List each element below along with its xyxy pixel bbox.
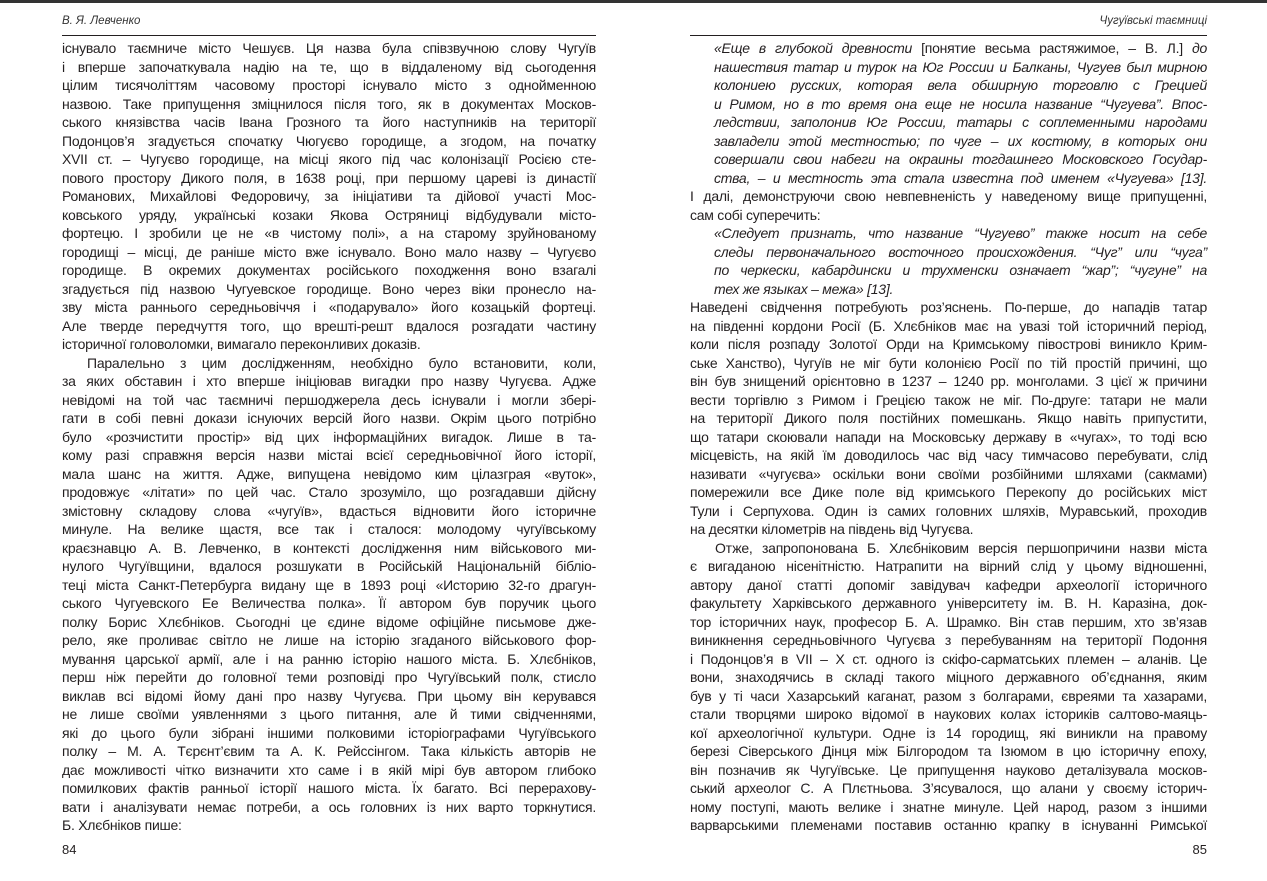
text-line: він був знищений орієнтовно в 1237 – 1240 рр. монголами. З цієї ж причини <box>690 373 1207 389</box>
running-head-title: Чугуївські таємниці <box>1099 15 1207 27</box>
text-line: XVII ст. – Чугуєво городище, на місці якого під час колонізації Росією сте- <box>62 151 596 167</box>
text-line: факультету Харківського державного університету ім. В. Н. Каразіна, док- <box>690 595 1207 611</box>
right-page-body <box>690 39 1207 835</box>
text-line: Подонцов’я згадується спочатку Чюгуєво городище, а згодом, на початку <box>62 132 596 149</box>
header-rule <box>62 35 596 36</box>
text-line: і вперше започаткувала надію на те, що в віддаленому від сьогодення <box>62 58 596 75</box>
text-line: кої археологічної культури. Одне із 14 городищ, які виникли на правому <box>690 724 1207 741</box>
text-line: полку – М. А. Тєрєнт’євим та А. К. Рейссінгом. Така кількість авторів не <box>62 743 596 759</box>
quote-line: ства, – и местность эта стала известна под именем «Чугуева» [13]. <box>714 169 1207 186</box>
text-line: дає можливості чітко визначити хто саме і в якій мірі був автором глибоко <box>62 761 596 778</box>
quote-segment: до <box>1182 40 1207 56</box>
text-line: Отже, запропонована Б. Хлєбніковим версія першопричини назви міста <box>715 539 1207 556</box>
text-line: рело, яке проливає світло не лише на історію згаданого військового фор- <box>62 632 596 648</box>
text-line: помилкових фактів ранньої історії нашого міста. Їх багато. Всі перерахову- <box>62 780 596 796</box>
text-line: ського князівства часів Івана Грозного та його наступників на території <box>62 114 596 130</box>
quote-line: завладели этой местностью; по чуге – их костюму, в которых они <box>714 132 1207 149</box>
left-page-body <box>62 39 596 835</box>
quote-line: тех же языках – межа» [13]. <box>714 280 894 297</box>
text-line: ське Ханство), Чугуїв не міг бути колонією Росії по тій простій причині, що <box>690 354 1207 371</box>
text-line: краєзнавцю А. В. Левченко, в контексті дослідження ним військового ми- <box>62 539 596 556</box>
text-line: Наведені свідчення потребують роз’яснень. По-перше, до нападів татар <box>690 299 1207 315</box>
left-page <box>62 0 596 881</box>
text-line: він позначив як Чугуївське. Це припущення науково деталізувала москов- <box>690 761 1207 778</box>
text-line: назвою. Таке припущення зміцнилося після того, як в документах Москов- <box>62 95 596 112</box>
text-line: гати в собі певні докази існуючих версій його назви. Окрім цього потрібно <box>62 410 596 426</box>
text-line: називати «чугуєва» оскільки вони своїми розбійними шляхами (сакмами) <box>690 465 1207 482</box>
text-line: нулого Чугуївщини, вдалося розшукати в Російській Національній бібліо- <box>62 558 596 574</box>
quote-line: совершали свои набеги на окраины тогдашнего Московского Государ- <box>714 151 1207 167</box>
text-line: є вигаданою нісенітністю. Натрапити на вірний слід у цьому відношенні, <box>690 558 1207 574</box>
text-line: ський археолог С. А Плєтньова. З’ясувалося, що алани у своєму історич- <box>690 780 1207 796</box>
text-line: Романових, Михайлові Федоровичу, за ініціативи та дійової участі Мос- <box>62 188 596 204</box>
text-line: згадується під назвою Чугуевское городище. Воно через віки пронесло на- <box>62 280 596 297</box>
text-line: було «розчистити простір» від цих інформаційних вигадок. Лише в та- <box>62 428 596 445</box>
text-line: автору даної статті допоміг завідувач кафедри археології історичного <box>690 576 1207 593</box>
text-line: тор історичних наук, професор Б. А. Шрамко. Він став першим, хто зв’язав <box>690 613 1207 630</box>
text-line: теці міста Санкт-Петербурга видану ще в 1893 році «Историю 32-го драгун- <box>62 576 596 593</box>
quote-line: ледствии, заполонив Юг России, татары с соплеменными народами <box>714 114 1207 130</box>
text-line: існувало таємниче місто Чешуєв. Ця назва була співзвучною слову Чугуїв <box>62 40 596 56</box>
text-line: зву міста раннього середньовіччя і «подарувало» його козацькій фортеці. <box>62 299 596 315</box>
text-line: які до цього були зібрані іншими полковими історіографами Чугуївського <box>62 724 596 741</box>
text-line: не лише своїми уявленнями з цього питання, але й тими свідченнями, <box>62 706 596 722</box>
text-line: мування царської армії, але і на ранню історію нашого міста. Б. Хлєбніков, <box>62 650 596 667</box>
text-line: продовжує «літати» по цей час. Стало зрозуміло, що розгадавши дійсну <box>62 484 596 500</box>
quote-line: колониею русских, которая вела обширную торговлю с Грецией <box>714 77 1207 93</box>
text-line: пового простору Дикого поля, в 1638 році, при першому цареві із династії <box>62 169 596 186</box>
text-line: городищі – місці, де раніше місто вже існувало. Воно мало назву – Чугуєво <box>62 243 596 260</box>
text-line: сам собі суперечить: <box>690 206 821 223</box>
text-line: варварськими племенами поставив останню крапку в існуванні Римської <box>690 817 1207 833</box>
quote-line: и Римом, но в то время она еще не носила название “Чугуева”. Впос- <box>714 95 1207 112</box>
text-line: вони, знаходячись в складі такого міцного державного об’єднання, яким <box>690 669 1207 685</box>
text-line: коли після розпаду Золотої Орди на Кримському півострові виникло Крим- <box>690 336 1207 352</box>
text-line: на південні кордони Росії (Б. Хлєбніков має на увазі той історичний період, <box>690 317 1207 334</box>
text-line: вати і аналізувати немає потреби, а ось головних із них варто торкнутися. <box>62 798 596 815</box>
header-rule <box>690 35 1207 36</box>
quote-segment: «Еще в глубокой древности <box>714 40 922 56</box>
text-line: ського Чугуевского Ее Величества полка». Її автором був поручик цього <box>62 595 596 611</box>
text-line: ному поступі, мають велике і знатне минуле. Цей народ, разом з іншими <box>690 798 1207 815</box>
quote-line: нашествия татар и турок на Юг России и Балканы, Чугуев был мирною <box>714 58 1207 75</box>
text-line: на території Дикого поля постійних помешкань. Якщо навіть припустити, <box>690 410 1207 426</box>
text-line: місцевість, на якій їм доводилось час від часу тимчасово перебувати, слід <box>690 447 1207 463</box>
text-line: і Подонцов’я в VII – X ст. одного із скіфо-сарматських племен – аланів. Це <box>690 650 1207 667</box>
text-line: цілим тисячоліттям часовому просторі існувало місто з однойменною <box>62 77 596 93</box>
text-line: минуле. На велике щастя, все так і сталося: молодому чугуївському <box>62 521 596 537</box>
text-line: ковського уряду, українські козаки Якова Остряниці відбудували місто- <box>62 206 596 223</box>
text-line: кому разі справжня версія назви містаі всієї середньовічної його історії, <box>62 447 596 463</box>
right-page <box>690 0 1207 881</box>
quote-line: по черкески, кабардински и трухменски означает “жар”; “чугуне” на <box>714 262 1207 278</box>
text-line: історичної головоломки, вимагало переконливих доказів. <box>62 336 421 352</box>
text-line: полку Борис Хлєбніков. Сьогодні це єдине відоме офіційне письмове дже- <box>62 613 596 630</box>
text-line: змістовну складову слова «чугуїв», вдасться відновити його історичне <box>62 502 596 519</box>
text-line: Але тверде передчуття того, що врешті-решт вдалося розгадати частину <box>62 317 596 334</box>
text-line: за яких обставин і хто вперше ініціював вигадки про назву Чугуєва. Адже <box>62 373 596 389</box>
text-line: Б. Хлєбніков пише: <box>62 817 182 833</box>
text-line: стали творцями широко відомої в наукових колах істориків салтово-маяць- <box>690 706 1207 722</box>
text-line: вести торгівлю з Римом і Грецією також не міг. По-друге: татари не мали <box>690 391 1207 408</box>
editorial-note: [понятие весьма растяжимое, – В. Л.] <box>921 40 1183 56</box>
quote-line: «Следует признать, что название “Чугуево” также носит на себе <box>714 225 1207 241</box>
running-head-author: В. Я. Левченко <box>62 15 141 27</box>
text-line: був у ті часи Хазарський каганат, разом з болгарами, євреями та хазарами, <box>690 687 1207 704</box>
text-line: перш ніж перейти до головної теми розповіді про Чугуївський полк, стисло <box>62 669 596 685</box>
text-line: Паралельно з цим дослідженням, необхідно було встановити, коли, <box>87 354 596 371</box>
text-line: виклав всі відомі йому дані про назву Чугуєва. При цьому він керувався <box>62 687 596 704</box>
text-line: на десятки кілометрів на південь від Чугуєва. <box>690 521 974 537</box>
text-line: Тули і Серпухова. Один із самих головних шляхів, Муравський, проходив <box>690 502 1207 519</box>
quote-line <box>714 39 1207 58</box>
text-line: городище. В окремих документах російського походження воно взагалі <box>62 262 596 278</box>
page-number: 84 <box>62 842 77 857</box>
text-line: помережили все Дике поле від кримського Перекопу до російських міст <box>690 484 1207 500</box>
text-line: що татари скоювали напади на Московську державу в «чугах», то тоді всю <box>690 428 1207 445</box>
page-number: 85 <box>1192 842 1207 857</box>
text-line: І далі, демонструючи свою невпевненість у наведеному вище припущенні, <box>690 188 1207 204</box>
text-line: фортецю. І зробили це не «в чистому полі», а на старому зруйнованому <box>62 225 596 241</box>
text-line: виникнення середньовічного Чугуєва з перебуванням на території Подоння <box>690 632 1207 648</box>
text-line: невідомі на той час таємничі першоджерела десь існували і могли збері- <box>62 391 596 408</box>
text-line: мала шанс на життя. Адже, випущена невідомо ким цілазграя «вуток», <box>62 465 596 482</box>
quote-line: следы первоначального восточного происхождения. “Чуг” или “чуга” <box>714 243 1207 260</box>
text-line: березі Сіверського Дінця між Білгородом та Ізюмом в цю історичну епоху, <box>690 743 1207 759</box>
